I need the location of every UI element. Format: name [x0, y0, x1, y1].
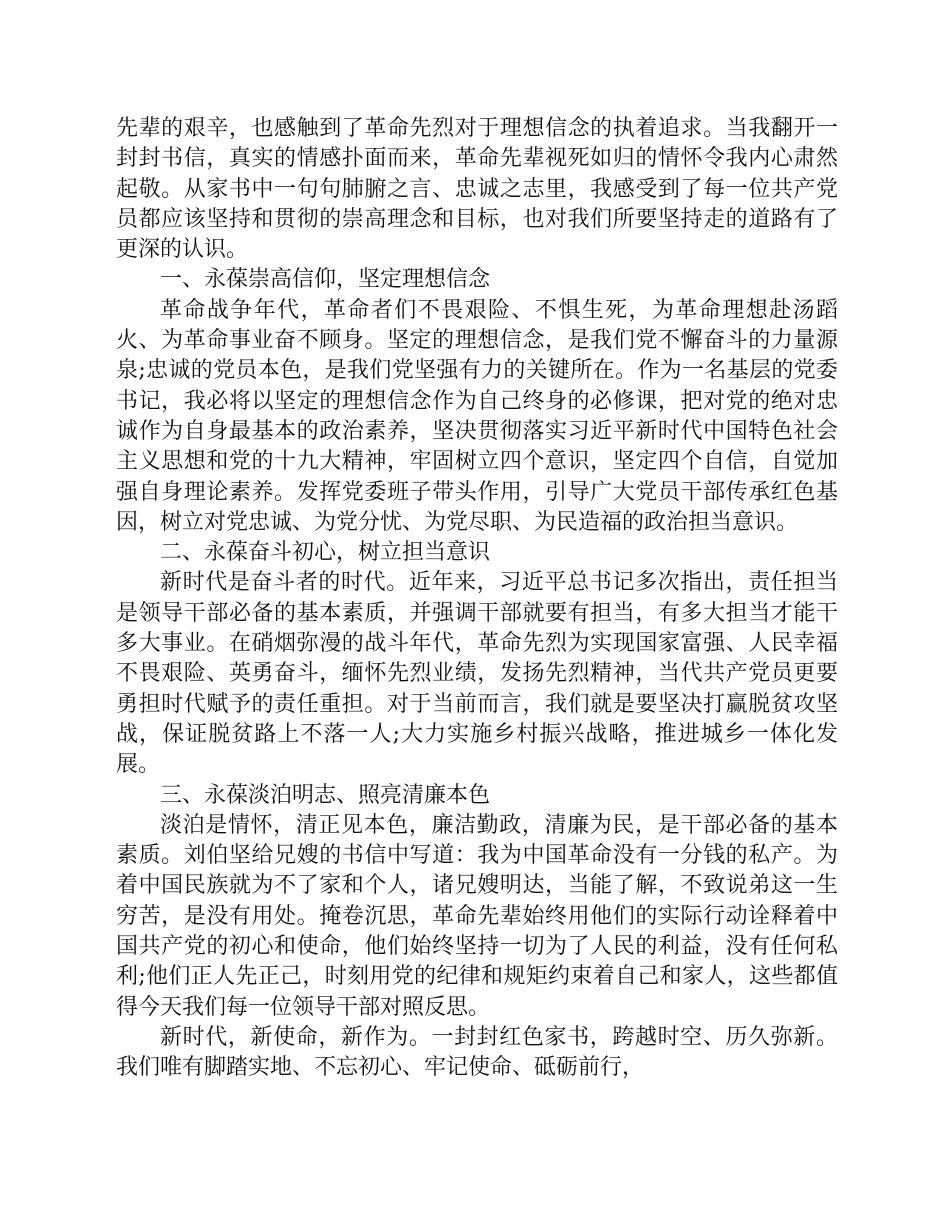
paragraph-body: 革命战争年代，革命者们不畏艰险、不惧生死，为革命理想赴汤蹈火、为革命事业奋不顾身。坚定的理想信念，是我们党不懈奋斗的力量源泉;忠诚的党员本色，是我们党坚强有力的关键所在。作为一名基层的党委书记，我必将以坚定的理想信念作为自己终身的必修课，把对党的绝对忠诚作为自身最基本的政治素养，坚决贯彻落实习近平新时代中国特色社会主义思想和党的十九大精神，牢固树立四个意识，坚定四个自信，自觉加强自身理论素养。发挥党委班子带头作用，引导广大党员干部传承红色基因，树立对党忠诚、为党分忧、为党尽职、为民造福的政治担当意识。 [116, 297, 838, 535]
paragraph-continuation: 先辈的艰辛，也感触到了革命先烈对于理想信念的执着追求。当我翻开一封封书信，真实的情感扑面而来，革命先辈视死如归的情怀令我内心肃然起敬。从家书中一句句肺腑之言、忠诚之志里，我感受到了每一位共产党员都应该坚持和贯彻的崇高理念和目标，也对我们所要坚持走的道路有了更深的认识。 [116, 116, 838, 263]
section-heading-3: 三、永葆淡泊明志、照亮清廉本色 [160, 782, 491, 808]
paragraph-body: 新时代是奋斗者的时代。近年来，习近平总书记多次指出，责任担当是领导干部必备的基本素质，并强调干部就要有担当，有多大担当才能干多大事业。在硝烟弥漫的战斗年代，革命先烈为实现国家富强、人民幸福不畏艰险、英勇奋斗，缅怀先烈业绩，发扬先烈精神，当代共产党员更要勇担时代赋予的责任重担。对于当前而言，我们就是要坚决打赢脱贫攻坚战，保证脱贫路上不落一人;大力实施乡村振兴战略，推进城乡一体化发展。 [116, 570, 838, 778]
paragraph-body: 新时代，新使命，新作为。一封封红色家书，跨越时空、历久弥新。我们唯有脚踏实地、不忘初心、牢记使命、砥砺前行， [116, 1024, 838, 1081]
paragraph-body: 淡泊是情怀，清正见本色，廉洁勤政，清廉为民，是干部必备的基本素质。刘伯坚给兄嫂的书信中写道：我为中国革命没有一分钱的私产。为着中国民族就为不了家和个人，诸兄嫂明达，当能了解，不致说弟这一生穷苦，是没有用处。掩卷沉思，革命先辈始终用他们的实际行动诠释着中国共产党的初心和使命，他们始终坚持一切为了人民的利益，没有任何私利;他们正人先正己，时刻用党的纪律和规矩约束着自己和家人，这些都值得今天我们每一位领导干部对照反思。 [116, 812, 838, 1020]
document-page [116, 114, 838, 1084]
section-heading-2: 二、永葆奋斗初心，树立担当意识 [160, 540, 491, 566]
section-heading-1: 一、永葆崇高信仰，坚定理想信念 [160, 267, 491, 293]
